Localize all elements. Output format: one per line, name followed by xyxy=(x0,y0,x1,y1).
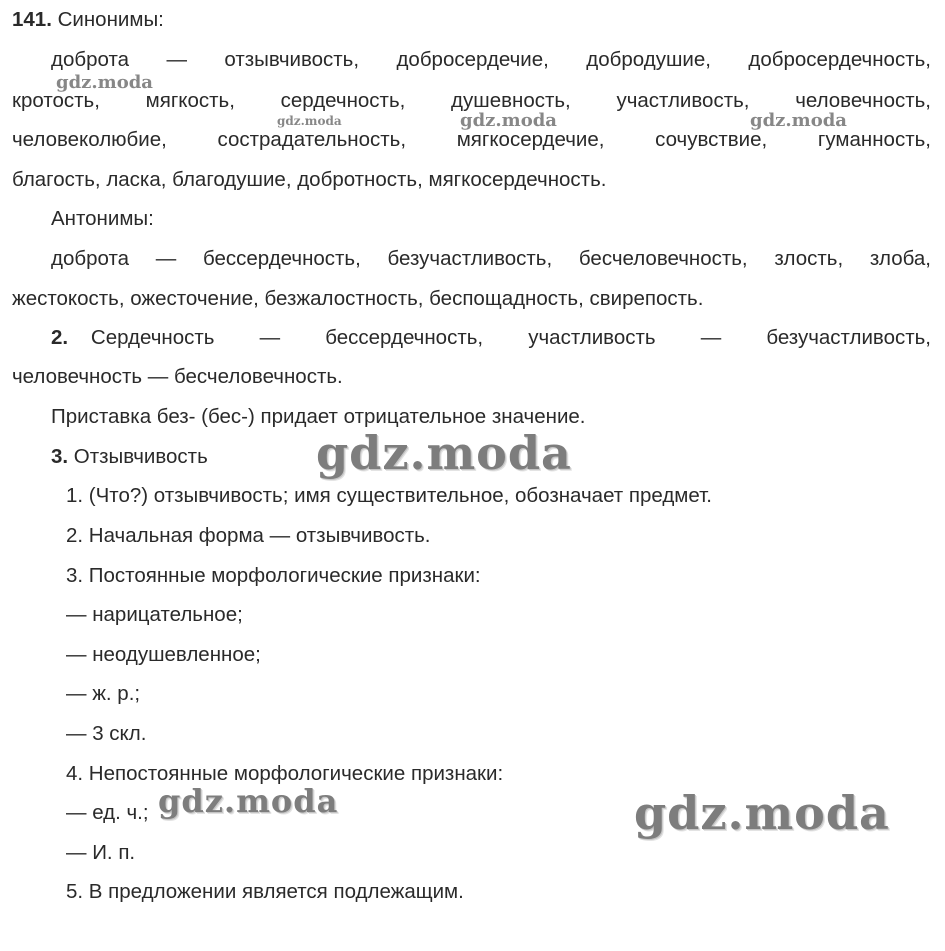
word: мягкость, xyxy=(145,89,235,112)
word: человеколюбие, xyxy=(12,128,167,151)
task3-number: 3. xyxy=(51,445,69,468)
word: кротость, xyxy=(12,89,100,112)
word: участливость, xyxy=(616,89,750,112)
task3-item: 2. Начальная форма — отзывчивость. xyxy=(66,524,431,547)
task3-item: — И. п. xyxy=(66,841,136,864)
exercise-number: 141. xyxy=(12,8,52,31)
task2-number-and-word xyxy=(51,326,214,350)
antonyms-heading: Антонимы: xyxy=(51,207,154,230)
word: доброта xyxy=(51,48,130,71)
task3-header xyxy=(51,445,931,469)
word: сочувствие, xyxy=(655,128,768,151)
word: добродушие, xyxy=(586,48,711,71)
task2-row-2: человечность — бесчеловечность. xyxy=(12,365,343,388)
task3-item: — неодушевленное; xyxy=(66,643,261,666)
synonyms-heading: Синонимы: xyxy=(51,8,164,31)
word: добросердечие, xyxy=(396,48,549,71)
watermark: gdz.moda xyxy=(634,786,890,840)
word: участливость xyxy=(528,326,656,349)
synonyms-row-3 xyxy=(12,128,931,152)
watermark: gdz.moda xyxy=(316,426,572,480)
task3-item: 1. (Что?) отзывчивость; имя существительное, обозначает предмет. xyxy=(66,484,712,507)
word: отзывчивость, xyxy=(224,48,360,71)
antonyms-row-1 xyxy=(51,247,931,271)
task3-item: — ед. ч.; xyxy=(66,801,149,824)
word: — xyxy=(166,48,187,71)
word: добросердечность, xyxy=(748,48,931,71)
task3-item: 3. Постоянные морфологические признаки: xyxy=(66,564,481,587)
antonyms-row-2: жестокость, ожесточение, безжалостность, беспощадность, свирепость. xyxy=(12,287,704,310)
synonyms-row-1 xyxy=(51,48,931,72)
task2-row-1 xyxy=(51,326,931,350)
task3-word: Отзывчивость xyxy=(68,445,208,468)
word: сердечность, xyxy=(280,89,406,112)
task3-item: — нарицательное; xyxy=(66,603,243,626)
word: — xyxy=(259,326,281,349)
word: безучастливость, xyxy=(387,247,553,270)
task3-item: — 3 скл. xyxy=(66,722,147,745)
exercise-header xyxy=(12,8,931,32)
word: сострадательность, xyxy=(217,128,407,151)
watermark: gdz.moda xyxy=(460,110,557,131)
word: — xyxy=(155,247,177,270)
word: Сердечность xyxy=(90,326,215,349)
word: бессердечность, xyxy=(325,326,484,349)
task2-number: 2. xyxy=(51,326,69,349)
watermark: gdz.moda xyxy=(277,114,342,128)
word: мягкосердечие, xyxy=(456,128,605,151)
word: безучастливость, xyxy=(766,326,931,349)
synonyms-row-4: благость, ласка, благодушие, добротность, мягкосердечность. xyxy=(12,168,607,191)
task3-item: 4. Непостоянные морфологические признаки: xyxy=(66,762,504,785)
synonyms-row-2 xyxy=(12,89,931,113)
word: доброта xyxy=(51,247,130,270)
word: бессердечность, xyxy=(202,247,361,270)
word: человечность, xyxy=(795,89,931,112)
task3-item: — ж. р.; xyxy=(66,682,141,705)
watermark: gdz.moda xyxy=(56,72,153,93)
watermark: gdz.moda xyxy=(750,110,847,131)
word: душевность, xyxy=(451,89,571,112)
word: гуманность, xyxy=(817,128,931,151)
word: — xyxy=(700,326,722,349)
word: бесчеловечность, xyxy=(578,247,748,270)
task3-item: 5. В предложении является подлежащим. xyxy=(66,880,464,903)
watermark: gdz.moda xyxy=(158,782,339,820)
task2-note: Приставка без- (бес-) придает отрицательное значение. xyxy=(51,405,586,428)
word: злость, xyxy=(774,247,844,270)
word: злоба, xyxy=(869,247,931,270)
